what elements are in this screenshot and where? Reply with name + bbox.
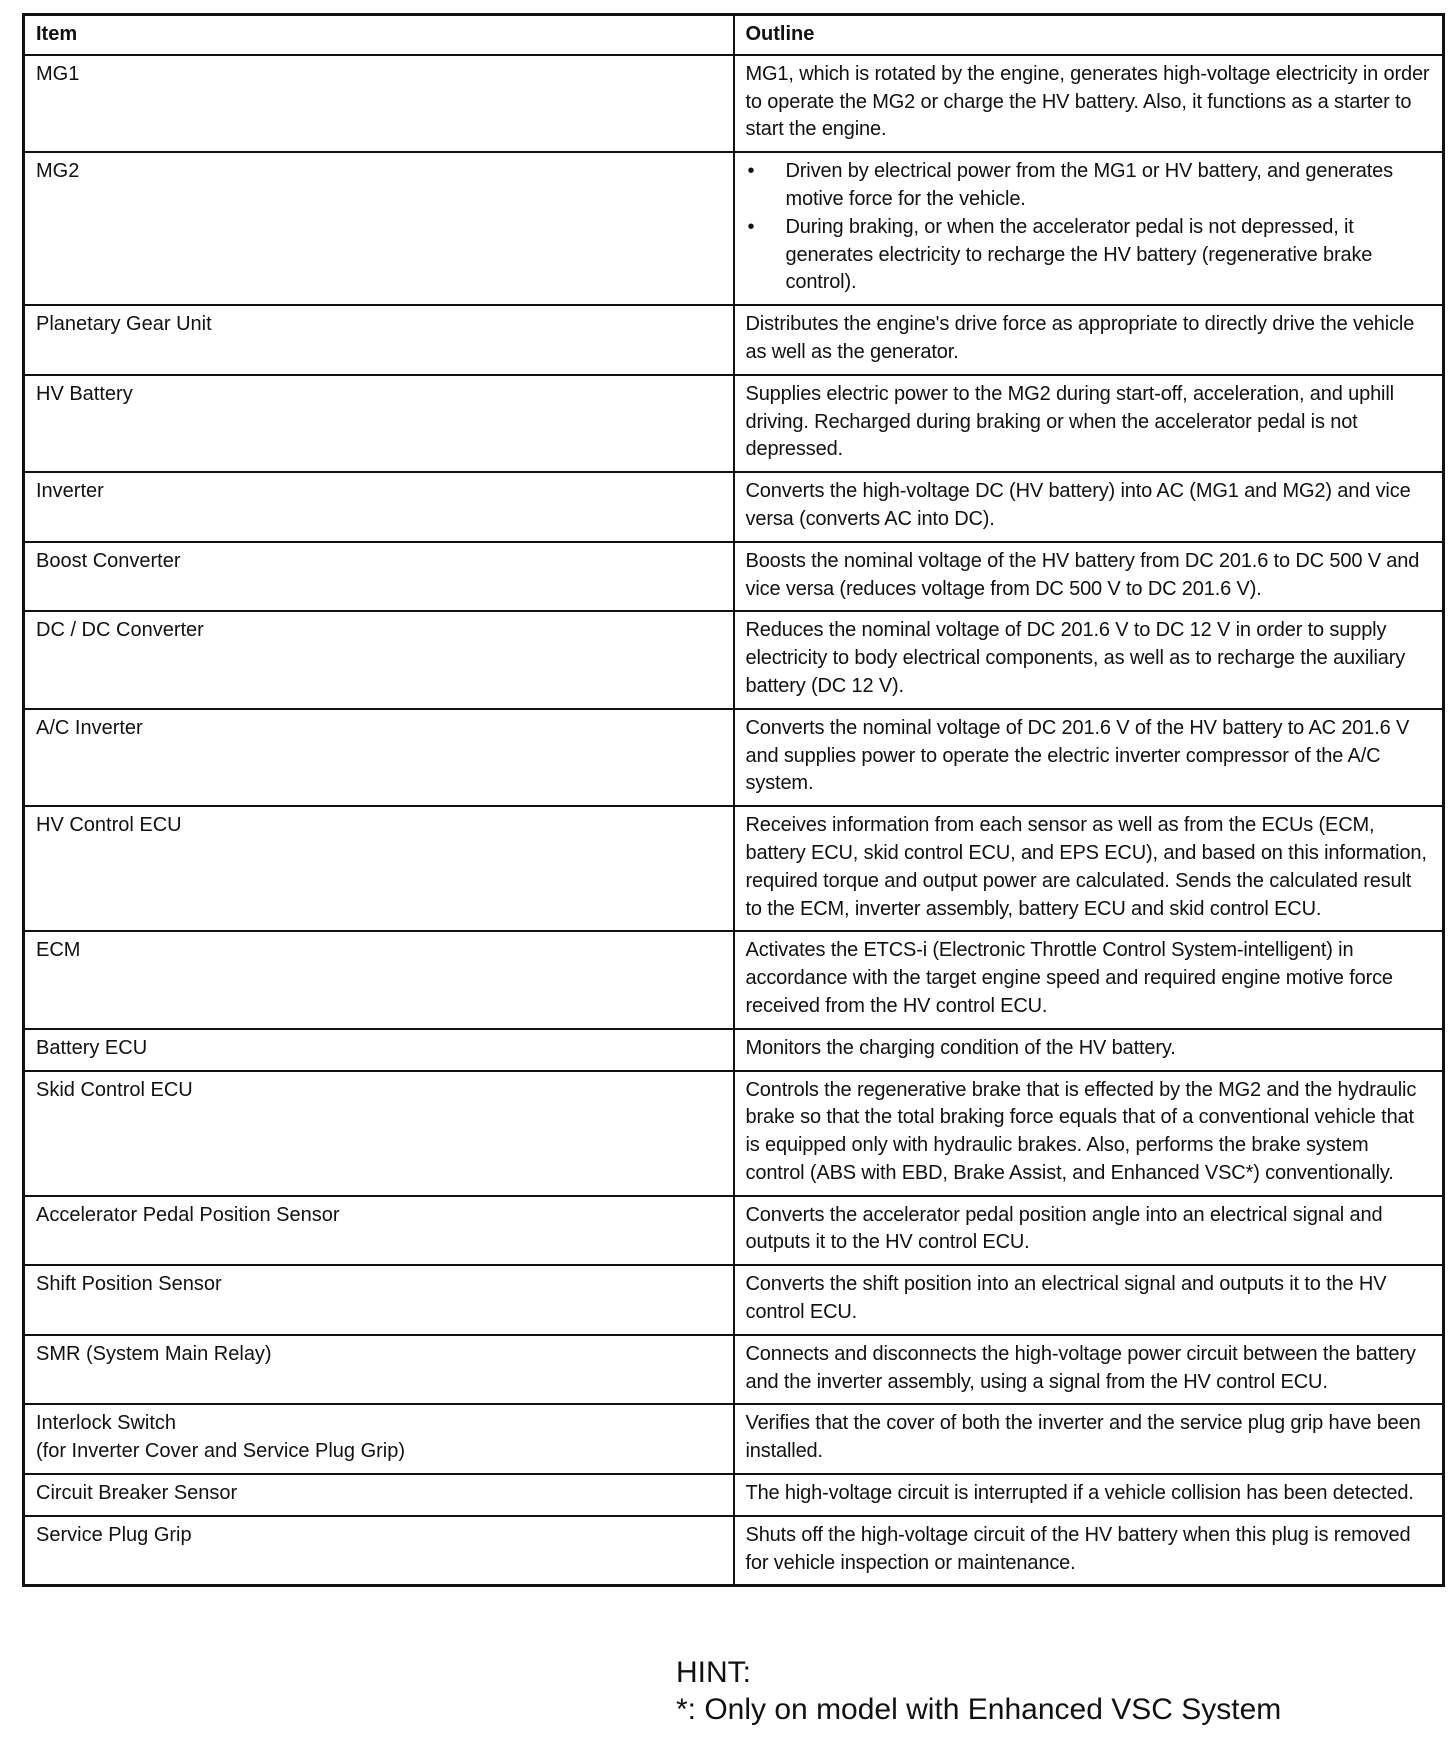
item-name: Service Plug Grip [36, 1523, 192, 1546]
bullet-item [746, 158, 1433, 214]
outline-cell [734, 472, 1444, 542]
table-row [24, 375, 1444, 472]
bullet-icon: • [747, 215, 755, 238]
item-cell [24, 1335, 734, 1405]
outline-text: Verifies that the cover of both the inverter and the service plug grip have been installed. [745, 1412, 1421, 1463]
table-row [24, 709, 1444, 806]
outline-cell [734, 1071, 1444, 1196]
item-cell [24, 931, 734, 1028]
item-cell [24, 542, 734, 612]
outline-cell [734, 611, 1444, 708]
table-row [24, 55, 1444, 152]
outline-text: Supplies electric power to the MG2 during start-off, acceleration, and uphill driving. Recharged during braking or when the accelerator pedal is not depressed. [745, 382, 1394, 461]
item-name: (for Inverter Cover and Service Plug Grip) [36, 1440, 406, 1463]
header-item: Item [24, 15, 734, 55]
outline-text: MG1, which is rotated by the engine, generates high-voltage electricity in order to operate the MG2 or charge the HV battery. Also, it functions as a starter to start the engine. [745, 62, 1430, 141]
table-row [24, 1516, 1444, 1586]
outline-text: Shuts off the high-voltage circuit of the HV battery when this plug is removed for vehicle inspection or maintenance. [745, 1523, 1411, 1574]
outline-text: Boosts the nominal voltage of the HV battery from DC 201.6 to DC 500 V and vice versa (reduces voltage from DC 500 V to DC 201.6 V). [745, 549, 1420, 600]
header-row [24, 15, 1444, 55]
item-name: MG2 [36, 160, 80, 183]
bullet-text: During braking, or when the accelerator pedal is not depressed, it generates electricity to recharge the HV battery (regenerative brake control). [785, 215, 1373, 294]
outline-cell [734, 1265, 1444, 1335]
outline-text: Distributes the engine's drive force as appropriate to directly drive the vehicle as well as the generator. [745, 313, 1415, 363]
table-row [24, 1071, 1444, 1196]
table-row [24, 152, 1444, 305]
item-name: Inverter [36, 480, 104, 503]
item-name: Shift Position Sensor [36, 1273, 222, 1296]
outline-text: Monitors the charging condition of the HV battery. [745, 1036, 1176, 1059]
item-name: Planetary Gear Unit [36, 313, 212, 336]
outline-cell [734, 375, 1444, 472]
item-cell [24, 472, 734, 542]
outline-cell [734, 1029, 1444, 1071]
hint-block [676, 1654, 1281, 1728]
outline-text: Controls the regenerative brake that is effected by the MG2 and the hydraulic brake so that the total braking force equals that of a conventional vehicle that is equipped only with hydraulic brakes. Also, performs the brake system control (ABS with EBD, Brake Assist, and Enhanced VSC*) conventionally. [745, 1078, 1417, 1184]
outline-text: Converts the high-voltage DC (HV battery) into AC (MG1 and MG2) and vice versa (converts AC into DC). [745, 480, 1411, 530]
item-cell [24, 806, 734, 931]
outline-text: Converts the shift position into an electrical signal and outputs it to the HV control ECU. [745, 1273, 1387, 1324]
item-name: HV Control ECU [36, 814, 182, 837]
header-outline: Outline [734, 15, 1444, 55]
outline-cell [734, 152, 1444, 305]
table-row [24, 1335, 1444, 1405]
outline-cell [734, 305, 1444, 375]
outline-cell [734, 1474, 1444, 1516]
table-row [24, 931, 1444, 1028]
outline-text: The high-voltage circuit is interrupted if a vehicle collision has been detected. [745, 1482, 1414, 1505]
item-cell [24, 1029, 734, 1071]
item-cell [24, 1474, 734, 1516]
item-cell [24, 1404, 734, 1474]
table-row [24, 611, 1444, 708]
outline-text: Receives information from each sensor as well as from the ECUs (ECM, battery ECU, skid control ECU, and EPS ECU), and based on this information, required torque and output power are calculated. Sends the calculated result to the ECM, inverter assembly, battery ECU and skid control ECU. [745, 814, 1427, 920]
item-cell [24, 1265, 734, 1335]
bullet-icon: • [747, 160, 755, 183]
outline-text: Activates the ETCS-i (Electronic Throttle Control System-intelligent) in accordance with the target engine speed and required engine motive force received from the HV control ECU. [745, 939, 1393, 1017]
table-row [24, 472, 1444, 542]
item-cell [24, 55, 734, 152]
bullet-list [746, 158, 1433, 297]
item-name: Skid Control ECU [36, 1078, 193, 1101]
outline-cell [734, 1516, 1444, 1586]
outline-cell [734, 1404, 1444, 1474]
table-row [24, 806, 1444, 931]
item-name: Circuit Breaker Sensor [36, 1482, 238, 1505]
outline-cell [734, 931, 1444, 1028]
item-name: MG1 [36, 62, 80, 85]
item-name: ECM [36, 939, 81, 962]
item-name: Interlock Switch [36, 1412, 177, 1435]
item-name: Battery ECU [36, 1036, 148, 1059]
item-name: Boost Converter [36, 549, 181, 572]
item-cell [24, 709, 734, 806]
item-cell [24, 1196, 734, 1266]
outline-cell [734, 1196, 1444, 1266]
table-row [24, 1265, 1444, 1335]
parts-table [22, 13, 1445, 1587]
item-cell [24, 1071, 734, 1196]
outline-text: Converts the accelerator pedal position angle into an electrical signal and outputs it to the HV control ECU. [745, 1203, 1383, 1254]
bullet-text: Driven by electrical power from the MG1 or HV battery, and generates motive force for the vehicle. [785, 160, 1393, 210]
item-name: Accelerator Pedal Position Sensor [36, 1203, 340, 1226]
table-row [24, 1404, 1444, 1474]
item-name: A/C Inverter [36, 716, 143, 739]
table-row [24, 1029, 1444, 1071]
item-cell [24, 1516, 734, 1586]
item-cell [24, 305, 734, 375]
outline-cell [734, 1335, 1444, 1405]
bullet-item [746, 214, 1433, 297]
outline-cell [734, 55, 1444, 152]
item-cell [24, 152, 734, 305]
outline-cell [734, 709, 1444, 806]
item-cell [24, 375, 734, 472]
item-name: DC / DC Converter [36, 619, 204, 642]
hint-title: HINT: [676, 1656, 751, 1689]
outline-text: Converts the nominal voltage of DC 201.6 V of the HV battery to AC 201.6 V and supplies power to operate the electric inverter compressor of the A/C system. [745, 716, 1410, 795]
outline-text: Reduces the nominal voltage of DC 201.6 V to DC 12 V in order to supply electricity to body electrical components, as well as to recharge the auxiliary battery (DC 12 V). [745, 619, 1406, 697]
item-name: SMR (System Main Relay) [36, 1342, 272, 1365]
table-row [24, 305, 1444, 375]
table-row [24, 1196, 1444, 1266]
outline-text: Connects and disconnects the high-voltage power circuit between the battery and the inverter assembly, using a signal from the HV control ECU. [745, 1342, 1416, 1393]
table-row [24, 542, 1444, 612]
outline-cell [734, 542, 1444, 612]
hint-note: *: Only on model with Enhanced VSC System [676, 1693, 1282, 1726]
item-name: HV Battery [36, 382, 133, 405]
outline-cell [734, 806, 1444, 931]
table-row [24, 1474, 1444, 1516]
table-body [24, 55, 1444, 1586]
item-cell [24, 611, 734, 708]
